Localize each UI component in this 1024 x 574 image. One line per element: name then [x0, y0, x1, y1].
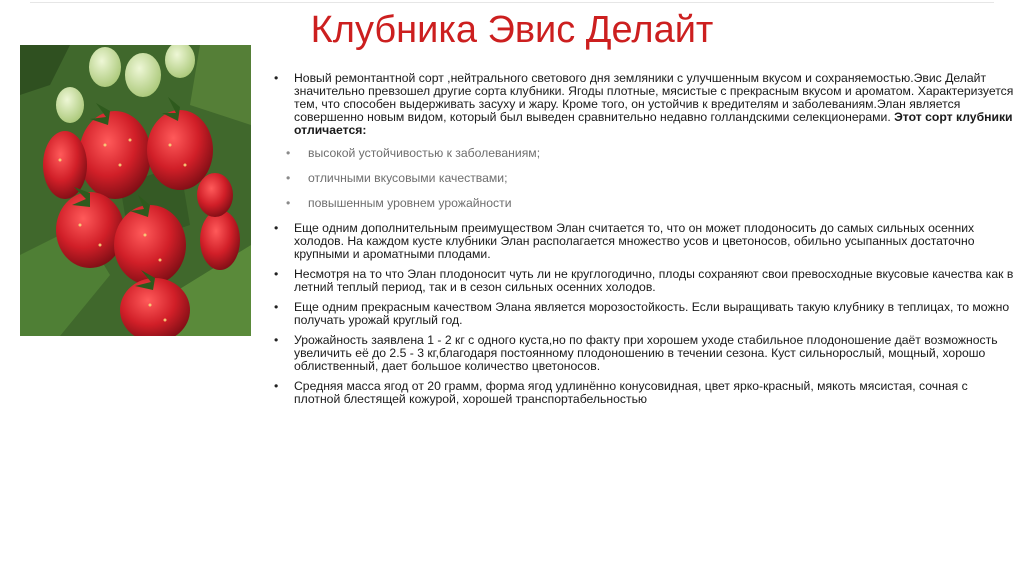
bullet-bold-text: Этот сорт клубники отличается: — [294, 110, 1013, 137]
bullet-text: Несмотря на то что Элан плодоносит чуть ли не круглогодично, плоды сохраняют свои превосходные вкусовые качества как в летний теплый период, так и в сезон сильных осенних холодов. — [294, 267, 1014, 294]
sub-bullet-text: повышенным уровнем урожайности — [308, 196, 512, 210]
sub-bullet-item — [270, 172, 1015, 185]
strawberry-illustration — [20, 45, 251, 336]
bullet-dot: • — [274, 300, 279, 314]
slide-content — [270, 72, 1015, 413]
bullet-item — [270, 334, 1015, 373]
bullet-text: Урожайность заявлена 1 - 2 кг с одного куста,но по факту при хорошем уходе стабильное плодоношение даёт возможность увеличить её до 2.5 - 3 кг,благодаря постоянному плодоношению в течении сезона. Куст сильнорослый, мощный, хорошо облиственный, дает большое количество цветоносов. — [294, 333, 998, 373]
sub-bullet-dot: • — [286, 171, 291, 185]
bullet-text: Еще одним прекрасным качеством Элана является морозостойкость. Если выращивать такую клубнику в теплицах, то можно получать урожай круглый год. — [294, 300, 1010, 327]
bullet-item-description — [270, 72, 1015, 137]
top-divider — [30, 2, 994, 3]
bullet-dot: • — [274, 221, 279, 235]
bullet-list — [270, 72, 1015, 137]
slide-title: Клубника Эвис Делайт — [310, 9, 714, 51]
bullet-item — [270, 268, 1015, 294]
bullet-list-2 — [270, 222, 1015, 406]
sub-bullet-text: высокой устойчивостью к заболеваниям; — [308, 146, 541, 160]
bullet-text: Новый ремонтантной сорт ,нейтрального светового дня земляники с улучшенным вкусом и сохраняемостью.Эвис Делайт значительно превзошел другие сорта клубники. Ягоды плотные, мясистые с прекрасным вкусом и ароматом. Характеризуется тем, что способен выдерживать засуху и жару. Кроме того, он устойчив к вредителям и заболеваниям.Элан является совершенно новым видом, который был выведен сравнительно недавно голландскими селекционерами. — [294, 71, 1014, 124]
bullet-dot: • — [274, 267, 279, 281]
strawberry-photo — [20, 45, 251, 336]
bullet-dot: • — [274, 333, 279, 347]
bullet-dot: • — [274, 71, 279, 85]
sub-bullet-item — [270, 197, 1015, 210]
bullet-dot: • — [274, 379, 279, 393]
bullet-text: Средняя масса ягод от 20 грамм, форма ягод удлинённо конусовидная, цвет ярко-красный, мякоть мясистая, сочная с плотной блестящей кожурой, хорошей транспортабельностью — [294, 379, 968, 406]
sub-bullet-item — [270, 147, 1015, 160]
sub-bullet-list — [270, 147, 1015, 210]
sub-bullet-dot: • — [286, 146, 291, 160]
bullet-item — [270, 222, 1015, 261]
sub-bullet-dot: • — [286, 196, 291, 210]
bullet-item — [270, 380, 1015, 406]
sub-bullet-text: отличными вкусовыми качествами; — [308, 171, 508, 185]
bullet-text: Еще одним дополнительным преимуществом Элан считается то, что он может плодоносить до самых сильных осенних холодов. На каждом кусте клубники Элан располагается множество усов и цветоносов, обильно усыпанных достаточно крупными и ароматными плодами. — [294, 221, 975, 261]
bullet-item — [270, 301, 1015, 327]
